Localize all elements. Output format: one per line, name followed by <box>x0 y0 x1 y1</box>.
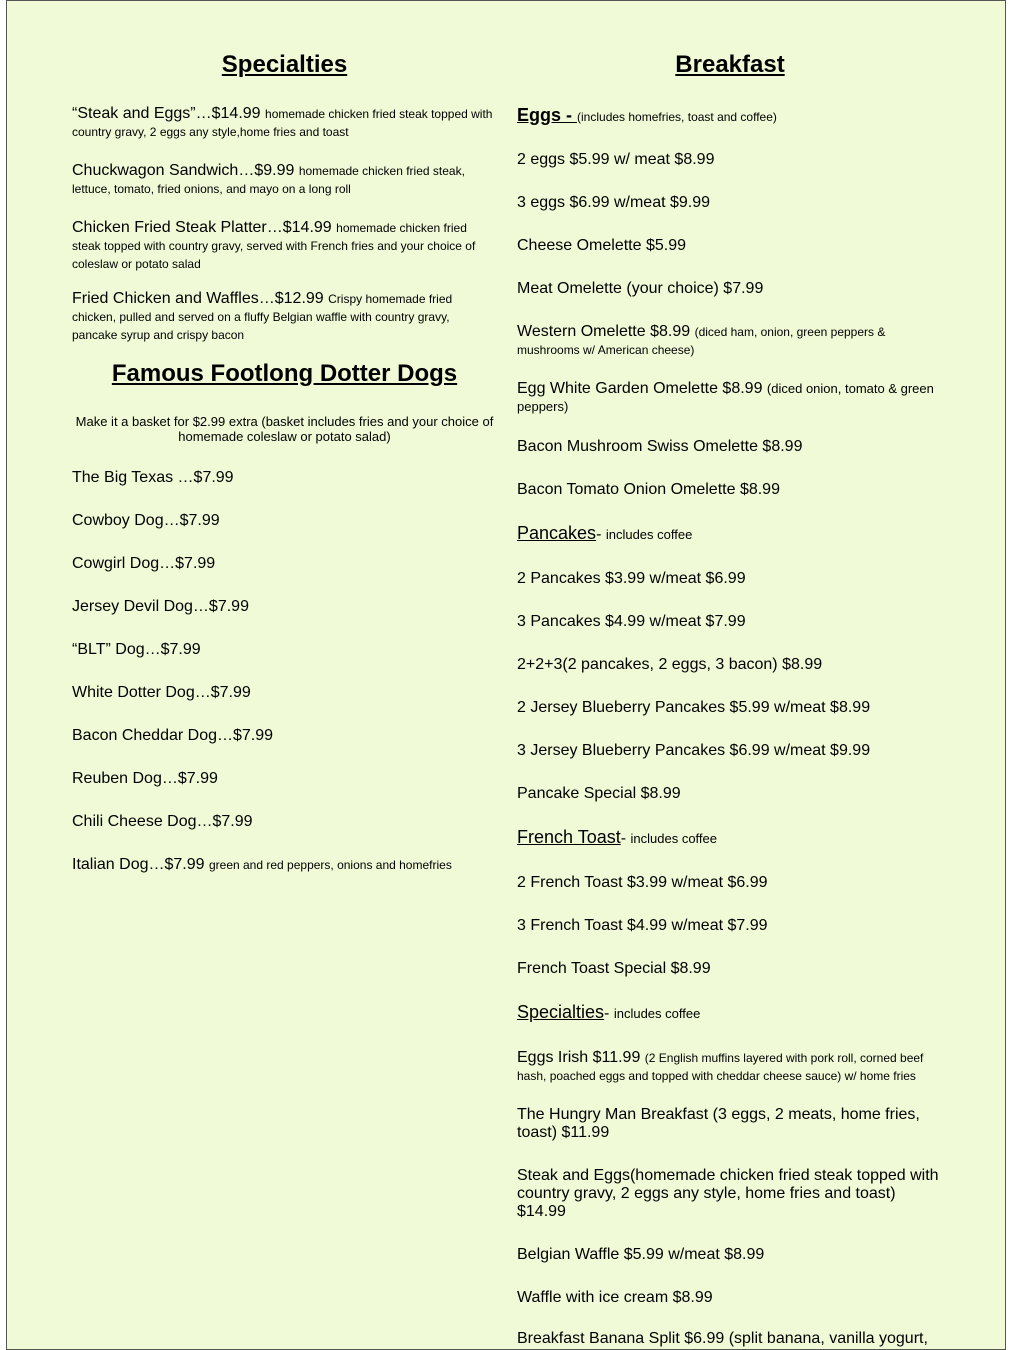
dog-item: The Big Texas …$7.99 <box>72 469 234 486</box>
pancake-item: 3 Pancakes $4.99 w/meat $7.99 <box>517 613 746 630</box>
pancake-item: 3 Jersey Blueberry Pancakes $6.99 w/meat $9.99 <box>517 742 871 759</box>
pancakes-section-header: Pancakes- includes coffee <box>517 523 693 543</box>
dog-item: Reuben Dog…$7.99 <box>72 770 218 787</box>
eggs-section-header: Eggs - (includes homefries, toast and coffee) <box>517 105 777 125</box>
pancake-item: 2 Jersey Blueberry Pancakes $5.99 w/meat $8.99 <box>517 699 871 716</box>
specialty-item: The Hungry Man Breakfast (3 eggs, 2 meats, home fries, toast) $11.99 <box>517 1106 920 1141</box>
specialties-heading: Specialties <box>221 51 348 78</box>
dog-item: Bacon Cheddar Dog…$7.99 <box>72 727 274 744</box>
egg-item: 2 eggs $5.99 w/ meat $8.99 <box>517 151 715 168</box>
breakfast-heading: Breakfast <box>675 51 785 78</box>
specialty-item: Waffle with ice cream $8.99 <box>517 1289 713 1306</box>
menu-page <box>6 0 1006 1350</box>
egg-item: Bacon Mushroom Swiss Omelette $8.99 <box>517 438 803 455</box>
french-toast-item: 2 French Toast $3.99 w/meat $6.99 <box>517 874 768 891</box>
dog-item: White Dotter Dog…$7.99 <box>72 684 251 701</box>
specialty-item: Chuckwagon Sandwich…$9.99 homemade chicken fried steak, lettuce, tomato, fried onions, and mayo on a long roll <box>72 162 465 196</box>
dog-item: Chili Cheese Dog…$7.99 <box>72 813 253 830</box>
specialty-item: Belgian Waffle $5.99 w/meat $8.99 <box>517 1246 765 1263</box>
dogs-heading: Famous Footlong Dotter Dogs <box>111 360 458 387</box>
egg-item: 3 eggs $6.99 w/meat $9.99 <box>517 194 711 211</box>
specialty-item: “Steak and Eggs”…$14.99 homemade chicken fried steak topped with country gravy, 2 eggs any style,home fries and toast <box>72 105 493 139</box>
egg-item: Egg White Garden Omelette $8.99 (diced onion, tomato & green peppers) <box>517 380 934 414</box>
pancake-item: Pancake Special $8.99 <box>517 785 681 802</box>
egg-item: Meat Omelette (your choice) $7.99 <box>517 280 764 297</box>
dog-item: Cowboy Dog…$7.99 <box>72 512 220 529</box>
egg-item: Cheese Omelette $5.99 <box>517 237 686 254</box>
specialty-item: Chicken Fried Steak Platter…$14.99 homemade chicken fried steak topped with country gravy, served with French fries and your choice of coleslaw or potato salad <box>72 219 476 271</box>
egg-item: Bacon Tomato Onion Omelette $8.99 <box>517 481 780 498</box>
specialty-item: Eggs Irish $11.99 (2 English muffins layered with pork roll, corned beef hash, poached eggs and topped with cheddar cheese sauce) w/ home fries <box>517 1049 924 1083</box>
french-toast-section-header: French Toast- includes coffee <box>517 827 718 847</box>
dogs-basket-note: Make it a basket for $2.99 extra (basket includes fries and your choice of homemade coleslaw or potato salad) <box>75 414 494 444</box>
egg-item: Western Omelette $8.99 (diced ham, onion, green peppers & mushrooms w/ American cheese) <box>517 323 886 357</box>
dog-item: Italian Dog…$7.99 green and red peppers, onions and homefries <box>72 856 452 873</box>
dog-item: Jersey Devil Dog…$7.99 <box>72 598 249 615</box>
breakfast-specialties-header: Specialties- includes coffee <box>517 1002 701 1022</box>
pancake-item: 2 Pancakes $3.99 w/meat $6.99 <box>517 570 746 587</box>
specialty-item: Fried Chicken and Waffles…$12.99 Crispy homemade fried chicken, pulled and served on a fluffy Belgian waffle with country gravy, pancake syrup and crispy bacon <box>72 290 453 342</box>
specialty-item: Steak and Eggs(homemade chicken fried steak topped with country gravy, 2 eggs any style, home fries and toast) $14.99 <box>517 1167 939 1220</box>
french-toast-item: 3 French Toast $4.99 w/meat $7.99 <box>517 917 768 934</box>
specialty-item: Breakfast Banana Split $6.99 (split banana, vanilla yogurt, <box>517 1330 928 1347</box>
french-toast-item: French Toast Special $8.99 <box>517 960 711 977</box>
dog-item: Cowgirl Dog…$7.99 <box>72 555 216 572</box>
dog-item: “BLT” Dog…$7.99 <box>72 641 201 658</box>
pancake-item: 2+2+3(2 pancakes, 2 eggs, 3 bacon) $8.99 <box>517 656 823 673</box>
